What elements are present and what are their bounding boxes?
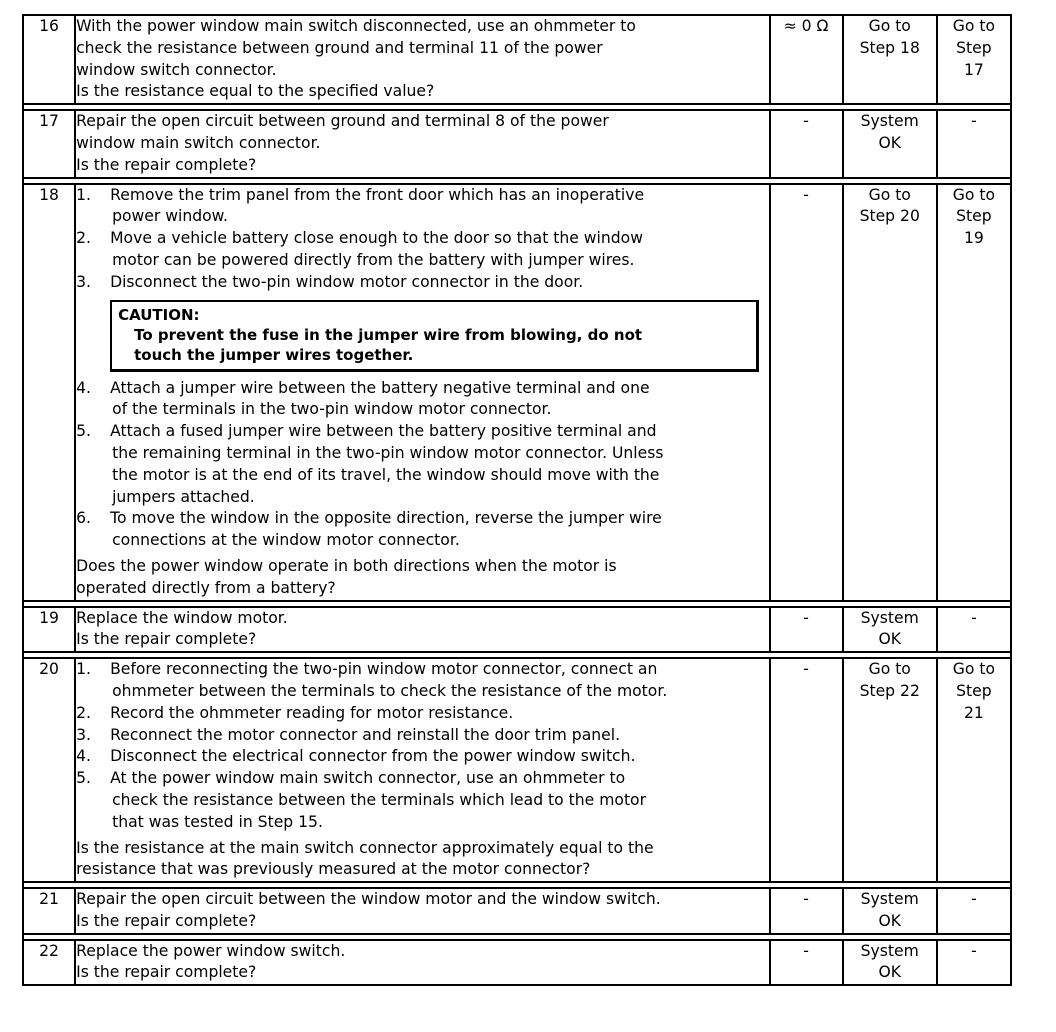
yes-line: System <box>860 941 919 960</box>
action-line: Replace the power window switch. <box>76 941 346 960</box>
procedure-item-line: Remove the trim panel from the front door which has an inoperative <box>110 185 645 204</box>
yes-cell <box>844 111 938 178</box>
procedure-item-number: 1. <box>76 660 91 679</box>
procedure-item-number: 3. <box>76 272 91 291</box>
procedure-item-line: ohmmeter between the terminals to check the resistance of the motor. <box>112 681 668 700</box>
procedure-item-line: Record the ohmmeter reading for motor resistance. <box>110 703 514 722</box>
yes-cell <box>844 889 938 935</box>
no-line: 19 <box>963 229 984 248</box>
procedure-item <box>76 746 768 768</box>
value-cell: - <box>771 889 844 935</box>
yes-line: Go to <box>868 660 911 679</box>
value-cell: - <box>771 185 844 602</box>
procedure-item <box>76 508 768 552</box>
procedure-list <box>76 659 768 833</box>
procedure-item-line: the remaining terminal in the two-pin window motor connector. Unless <box>112 443 664 462</box>
yes-line: Step 18 <box>859 38 920 57</box>
step-number: 19 <box>24 608 76 654</box>
no-line: Step <box>956 681 992 700</box>
yes-line: Go to <box>868 185 911 204</box>
action-line: Is the resistance equal to the specified value? <box>76 82 435 101</box>
value-cell: - <box>771 941 844 985</box>
question-text <box>76 556 768 600</box>
yes-line: System <box>860 112 919 131</box>
step-number: 21 <box>24 889 76 935</box>
no-line: 17 <box>963 60 984 79</box>
step-number: 18 <box>24 185 76 602</box>
no-cell <box>938 608 1010 654</box>
no-line: Go to <box>952 185 996 204</box>
procedure-list <box>76 378 768 552</box>
no-line: Step <box>956 207 992 226</box>
diagnostic-table-page <box>22 14 1012 986</box>
caution-text <box>118 325 749 365</box>
yes-line: OK <box>878 911 901 930</box>
question-text <box>76 838 768 882</box>
action-line: Is the repair complete? <box>76 911 257 930</box>
procedure-item-number: 5. <box>76 422 91 441</box>
action-cell <box>76 608 770 654</box>
procedure-item-line: that was tested in Step 15. <box>112 812 323 831</box>
action-line: Replace the window motor. <box>76 608 288 627</box>
yes-line: OK <box>878 963 901 982</box>
procedure-item-line: the motor is at the end of its travel, the window should move with the <box>112 465 660 484</box>
action-line: window switch connector. <box>76 60 277 79</box>
question-line: resistance that was previously measured at the motor connector? <box>76 860 591 879</box>
yes-line: Go to <box>868 17 911 35</box>
table-row <box>24 608 1010 654</box>
procedure-item-number: 2. <box>76 703 91 722</box>
value-cell: - <box>771 111 844 178</box>
no-cell <box>938 889 1010 935</box>
no-line: Go to <box>952 660 996 679</box>
procedure-item-line: Disconnect the two-pin window motor connector in the door. <box>110 272 584 291</box>
step-number: 17 <box>24 111 76 178</box>
no-cell <box>938 111 1010 178</box>
no-line: Go to <box>952 17 996 35</box>
procedure-item-line: connections at the window motor connector. <box>112 531 460 550</box>
action-line: Is the repair complete? <box>76 155 257 174</box>
table-row <box>24 659 1010 883</box>
procedure-list <box>76 185 768 294</box>
value-cell: - <box>771 659 844 883</box>
procedure-item-line: of the terminals in the two-pin window motor connector. <box>112 400 552 419</box>
no-line: Step <box>956 38 992 57</box>
action-line: window main switch connector. <box>76 133 321 152</box>
table-row <box>24 889 1010 935</box>
yes-line: Step 22 <box>859 681 920 700</box>
action-cell <box>76 659 770 883</box>
procedure-item <box>76 378 768 422</box>
no-cell <box>938 16 1010 105</box>
no-cell <box>938 659 1010 883</box>
procedure-item <box>76 659 768 703</box>
procedure-item-line: Move a vehicle battery close enough to the door so that the window <box>110 229 643 248</box>
procedure-item <box>76 185 768 229</box>
step-number: 16 <box>24 16 76 105</box>
action-line: With the power window main switch disconnected, use an ohmmeter to <box>76 17 636 35</box>
procedure-item-line: To move the window in the opposite direction, reverse the jumper wire <box>110 509 662 528</box>
action-cell <box>76 185 770 602</box>
table-row <box>24 111 1010 178</box>
procedure-item-number: 1. <box>76 185 91 204</box>
procedure-item <box>76 272 768 294</box>
yes-line: System <box>860 890 919 909</box>
action-cell <box>76 889 770 935</box>
diagnostic-steps-table <box>22 14 1012 986</box>
value-cell: - <box>771 608 844 654</box>
action-line: Is the repair complete? <box>76 963 257 982</box>
action-line: Repair the open circuit between ground and terminal 8 of the power <box>76 112 609 131</box>
action-line: check the resistance between ground and terminal 11 of the power <box>76 38 603 57</box>
yes-cell <box>844 608 938 654</box>
caution-line: To prevent the fuse in the jumper wire from blowing, do not <box>134 325 643 344</box>
yes-line: Step 20 <box>859 207 920 226</box>
action-line: Repair the open circuit between the window motor and the window switch. <box>76 890 661 909</box>
procedure-item-number: 6. <box>76 509 91 528</box>
no-line: - <box>971 941 977 960</box>
action-line: Is the repair complete? <box>76 630 257 649</box>
procedure-item <box>76 228 768 272</box>
no-line: - <box>971 890 977 909</box>
procedure-item <box>76 703 768 725</box>
no-line: 21 <box>963 703 984 722</box>
question-line: operated directly from a battery? <box>76 578 336 597</box>
procedure-item-line: Attach a jumper wire between the battery negative terminal and one <box>110 378 650 397</box>
no-cell <box>938 941 1010 985</box>
yes-line: System <box>860 608 919 627</box>
yes-cell <box>844 16 938 105</box>
action-cell <box>76 941 770 985</box>
table-row <box>24 185 1010 602</box>
yes-cell <box>844 185 938 602</box>
action-cell <box>76 111 770 178</box>
procedure-item-line: jumpers attached. <box>112 487 255 506</box>
caution-line: touch the jumper wires together. <box>134 345 414 364</box>
procedure-item-number: 4. <box>76 378 91 397</box>
procedure-item-line: Attach a fused jumper wire between the battery positive terminal and <box>110 422 657 441</box>
procedure-item <box>76 725 768 747</box>
no-cell <box>938 185 1010 602</box>
table-row <box>24 16 1010 105</box>
procedure-item <box>76 768 768 833</box>
table-row <box>24 941 1010 985</box>
procedure-item-number: 4. <box>76 747 91 766</box>
yes-line: OK <box>878 133 901 152</box>
caution-box <box>110 300 758 372</box>
procedure-item-line: Before reconnecting the two-pin window motor connector, connect an <box>110 660 658 679</box>
procedure-item-number: 2. <box>76 229 91 248</box>
action-cell <box>76 16 770 105</box>
procedure-item-line: power window. <box>112 207 228 226</box>
procedure-item-line: Disconnect the electrical connector from the power window switch. <box>110 747 636 766</box>
yes-line: OK <box>878 630 901 649</box>
procedure-item-line: At the power window main switch connector, use an ohmmeter to <box>110 769 626 788</box>
question-line: Does the power window operate in both directions when the motor is <box>76 556 617 575</box>
yes-cell <box>844 941 938 985</box>
procedure-item <box>76 421 768 508</box>
step-number: 20 <box>24 659 76 883</box>
yes-cell <box>844 659 938 883</box>
caution-title: CAUTION: <box>118 305 200 324</box>
no-line: - <box>971 608 977 627</box>
value-cell: ≈ 0 Ω <box>771 16 844 105</box>
procedure-item-line: check the resistance between the terminals which lead to the motor <box>112 790 647 809</box>
question-line: Is the resistance at the main switch connector approximately equal to the <box>76 838 654 857</box>
procedure-item-number: 5. <box>76 769 91 788</box>
procedure-item-line: motor can be powered directly from the battery with jumper wires. <box>112 250 635 269</box>
procedure-item-line: Reconnect the motor connector and reinstall the door trim panel. <box>110 725 621 744</box>
no-line: - <box>971 112 977 131</box>
procedure-item-number: 3. <box>76 725 91 744</box>
step-number: 22 <box>24 941 76 985</box>
